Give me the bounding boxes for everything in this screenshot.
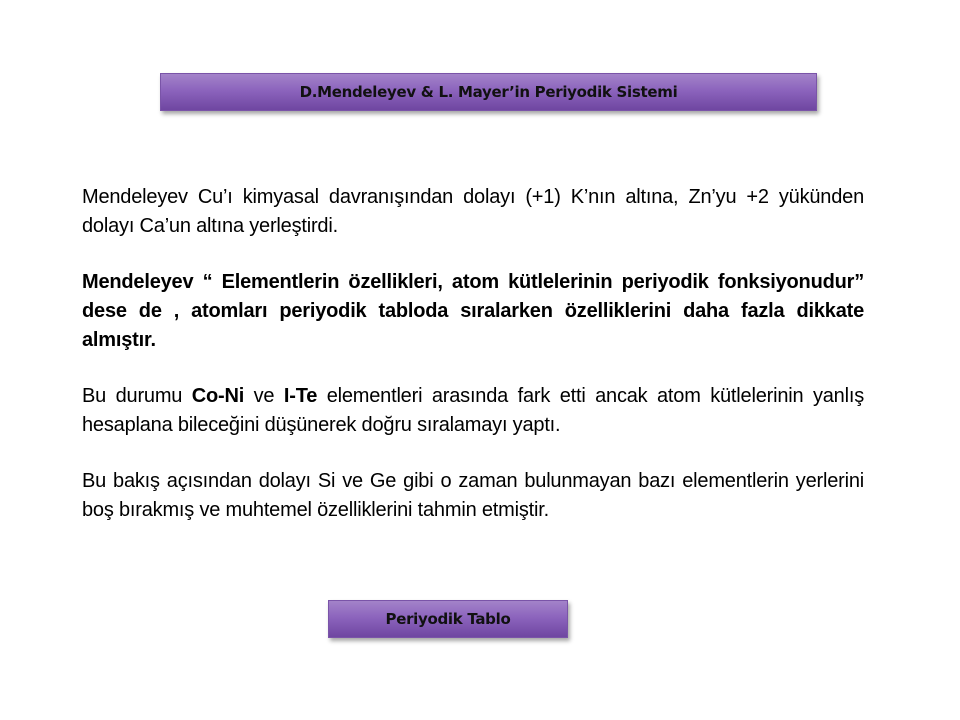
periodic-table-button-label: Periyodik Tablo	[385, 610, 511, 628]
paragraph-3	[82, 382, 864, 440]
paragraph-3-text-a: Bu durumu	[82, 385, 192, 407]
periodic-table-button[interactable]	[328, 600, 568, 638]
paragraph-3-text-b: ve	[244, 385, 284, 407]
paragraph-2: Mendeleyev “ Elementlerin özellikleri, atom kütlelerinin periyodik fonksiyonudur” dese de , atomları periyodik tabloda sıralarken özelliklerini daha fazla dikkate almıştır.	[82, 271, 864, 351]
co-ni-highlight: Co-Ni	[191, 385, 245, 407]
page-title: D.Mendeleyev & L. Mayer’in Periyodik Sistemi	[299, 83, 678, 101]
content-area	[82, 183, 864, 552]
paragraph-3-text-c: elementleri arasında fark etti ancak atom kütlelerinin yanlış hesaplana bileceğini düşünerek doğru sıralamayı yaptı.	[82, 385, 864, 436]
paragraph-1: Mendeleyev Cu’ı kimyasal davranışından dolayı (+1) K’nın altına, Zn’yu +2 yükünden dolayı Ca’un altına yerleştirdi.	[82, 186, 864, 237]
title-banner	[160, 73, 817, 111]
i-te-highlight: I-Te	[283, 385, 318, 407]
paragraph-4: Bu bakış açısından dolayı Si ve Ge gibi o zaman bulunmayan bazı elementlerin yerlerini boş bırakmış ve muhtemel özelliklerini tahmin etmiştir.	[82, 470, 864, 521]
